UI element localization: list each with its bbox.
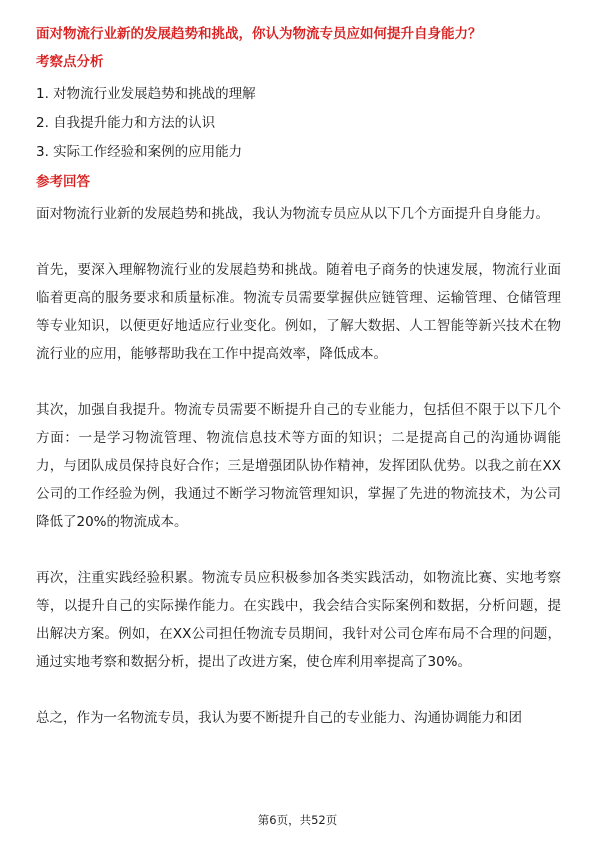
answer-paragraph: 面对物流行业新的发展趋势和挑战，我认为物流专员应从以下几个方面提升自身能力。: [36, 206, 549, 222]
analysis-item: 3. 实际工作经验和案例的应用能力: [36, 144, 243, 160]
answer-heading: 参考回答: [36, 174, 90, 190]
analysis-heading: 考察点分析: [36, 54, 104, 70]
answer-paragraph: 总之，作为一名物流专员，我认为要不断提升自己的专业能力、沟通协调能力和团: [36, 710, 522, 726]
analysis-item: 1. 对物流行业发展趋势和挑战的理解: [36, 86, 256, 102]
answer-body: [36, 200, 561, 760]
analysis-list: [36, 80, 256, 167]
analysis-item: 2. 自我提升能力和方法的认识: [36, 115, 216, 131]
question-title: 面对物流行业新的发展趋势和挑战，你认为物流专员应如何提升自身能力？: [36, 26, 482, 42]
page-number: 第6页，共52页: [257, 813, 338, 827]
answer-paragraph: 首先，要深入理解物流行业的发展趋势和挑战。随着电子商务的快速发展，物流行业面临着更高的服务要求和质量标准。物流专员需要掌握供应链管理、运输管理、仓储管理等专业知识，以便更好地适应行业变化。例如，了解大数据、人工智能等新兴技术在物流行业的应用，能够帮助我在工作中提高效率，降低成本。: [36, 262, 561, 362]
answer-paragraph: 再次，注重实践经验积累。物流专员应积极参加各类实践活动，如物流比赛、实地考察等，以提升自己的实际操作能力。在实践中，我会结合实际案例和数据，分析问题，提出解决方案。例如，在XX公司担任物流专员期间，我针对公司仓库布局不合理的问题，通过实地考察和数据分析，提出了改进方案，使仓库利用率提高了30%。: [36, 570, 561, 670]
answer-paragraph: 其次，加强自我提升。物流专员需要不断提升自己的专业能力，包括但不限于以下几个方面：一是学习物流管理、物流信息技术等方面的知识；二是提高自己的沟通协调能力，与团队成员保持良好合作；三是增强团队协作精神，发挥团队优势。以我之前在XX公司的工作经验为例，我通过不断学习物流管理知识，掌握了先进的物流技术，为公司降低了20%的物流成本。: [36, 402, 561, 530]
